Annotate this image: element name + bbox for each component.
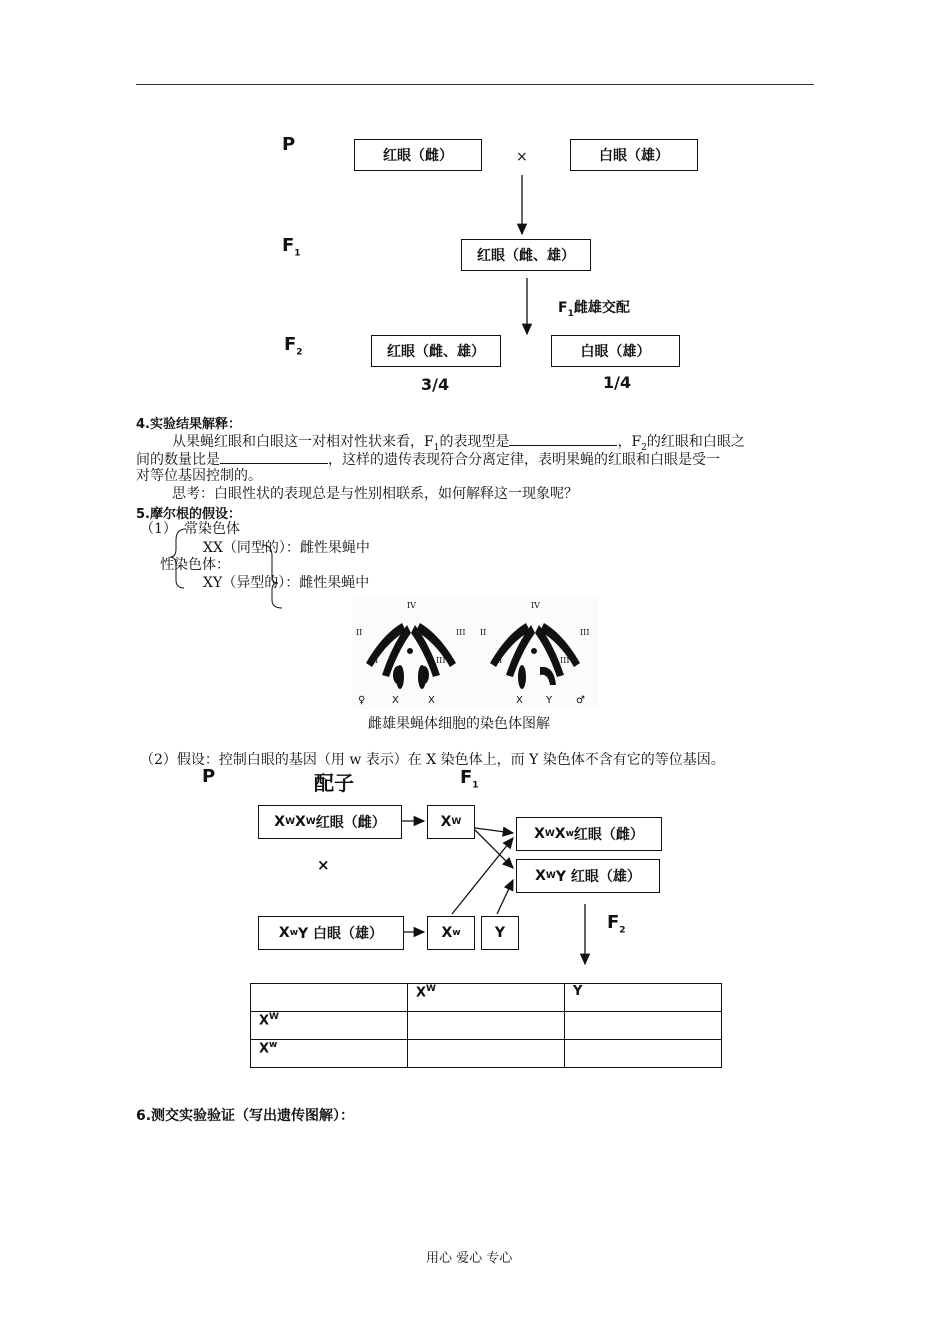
f2-white-box: 白眼（雄） (551, 335, 680, 367)
p-female-box: 红眼（雌） (354, 139, 482, 171)
male-roman-iii-b: III (560, 656, 570, 665)
male-x: X (516, 695, 523, 706)
cross2-f2-label: $F_2$ (607, 912, 626, 936)
sex-chromosome-label: 性染色体： (160, 557, 230, 573)
male-symbol: ♂ (576, 695, 585, 706)
male-y: Y (546, 695, 553, 706)
section4-line1: 从果蝇红眼和白眼这一对相对性状来看，$F_1$的表现型是 ，$F_2$的红眼和白眼之 (172, 434, 745, 453)
parent-male-box: X w Y 白眼（雄） (258, 916, 404, 950)
p-male-box: 白眼（雄） (570, 139, 698, 171)
female-roman-iv: IV (407, 601, 416, 610)
cross-symbol: × (516, 149, 528, 165)
punnett-square (250, 983, 722, 1068)
section4-think: 思考：白眼性状的表现总是与性别相联系，如何解释这一现象呢？ (172, 486, 578, 502)
f1-box: 红眼（雌、雄） (461, 239, 591, 271)
table-row (251, 984, 722, 1012)
cross2-f1-label: $F_1$ (460, 767, 479, 791)
f2-label: $F_2$ (284, 334, 303, 358)
male-roman-ii-a: II (480, 628, 487, 637)
female-x1: X (392, 695, 399, 706)
answer-cell[interactable] (408, 1012, 565, 1040)
col-header-xw: $X^W$ (408, 984, 565, 1012)
female-roman-iii-a: III (456, 628, 466, 637)
corner-cell (251, 984, 408, 1012)
f2-red-box: 红眼（雌、雄） (371, 335, 501, 367)
arrow-gamete-f-to-f1f (475, 828, 513, 833)
figure-caption: 雌雄果蝇体细胞的染色体图解 (368, 716, 550, 732)
female-roman-ii-a: II (356, 628, 363, 637)
section6-heading: 6.测交实验验证（写出遗传图解）： (136, 1108, 355, 1124)
section4-line3: 对等位基因控制的。 (136, 468, 262, 484)
female-x2: X (428, 695, 435, 706)
gamete-female-box: X W (427, 805, 475, 839)
f1-female-box: X W X w 红眼（雌） (516, 817, 662, 851)
footer-text: 用心 爱心 专心 (426, 1251, 513, 1266)
col-header-y: Y (565, 984, 722, 1012)
row-header-xw: $X^W$ (251, 1012, 408, 1040)
arrow-gamete-my-to-f1m (497, 880, 513, 914)
gamete-male-y-box: Y (481, 916, 519, 950)
table-row (251, 1012, 722, 1040)
f1-male-box: X W Y 红眼（雄） (516, 859, 660, 893)
cross2-p-label: P (202, 766, 216, 787)
table-row (251, 1040, 722, 1068)
gamete-male-x-box: X w (427, 916, 475, 950)
row-header-xw-lower: $X^w$ (251, 1040, 408, 1068)
arrow-gamete-mx-to-f1f (452, 838, 513, 914)
item1-number: （1） (140, 521, 177, 537)
section4-heading: 4.实验结果解释： (136, 417, 241, 432)
female-roman-ii-b: II (372, 656, 379, 665)
f1-mating-label: $F_1$雌雄交配 (558, 300, 630, 319)
section5-heading: 5.摩尔根的假设： (136, 507, 241, 522)
hypothesis-item2: （2）假设：控制白眼的基因（用 w 表示）在 X 染色体上，而 Y 染色体不含有它的等位基因。 (140, 752, 725, 768)
parent-female-box: X W X W 红眼（雌） (258, 805, 402, 839)
female-symbol: ♀ (358, 695, 366, 706)
cross2-symbol: × (317, 856, 330, 874)
section4-line2: 间的数量比是 ，这样的遗传表现符合分离定律，表明果蝇的红眼和白眼是受一 (136, 452, 720, 468)
male-roman-iii-a: III (580, 628, 590, 637)
p-label: P (282, 134, 296, 155)
xx-line: XX（同型的）：雌性果蝇中 (203, 540, 370, 556)
autosome-label: 常染色体 (184, 521, 240, 537)
ratio-white: 1/4 (603, 373, 632, 392)
ratio-red: 3/4 (421, 375, 450, 394)
gamete-label: 配子 (314, 771, 354, 795)
f1-label: $F_1$ (282, 235, 301, 259)
female-roman-iii-b: III (436, 656, 446, 665)
male-roman-ii-b: II (496, 656, 503, 665)
answer-cell[interactable] (408, 1040, 565, 1068)
answer-cell[interactable] (565, 1040, 722, 1068)
answer-cell[interactable] (565, 1012, 722, 1040)
male-roman-iv: IV (531, 601, 540, 610)
xy-line: XY（异型的）：雌性果蝇中 (203, 575, 370, 591)
